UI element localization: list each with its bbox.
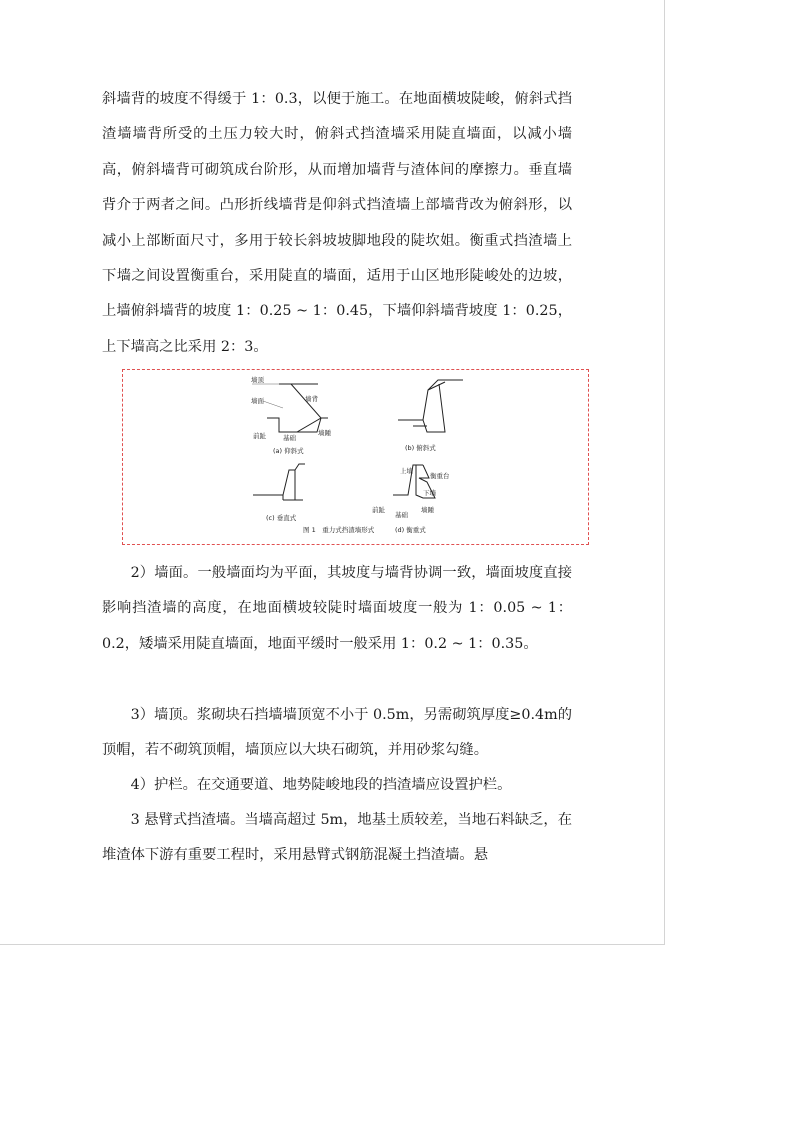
label-foundation: 基础 bbox=[283, 434, 296, 442]
paragraph-cantilever-wall: 3 悬臂式挡渣墙。当墙高超过 5m，地基土质较差，当地石料缺乏，在堆渣体下游有重要工程时，采用悬臂式钢筋混凝土挡渣墙。悬 bbox=[102, 812, 572, 864]
paragraph-guardrail: 4）护栏。在交通要道、地势陡峻地段的挡渣墙应设置护栏。 bbox=[130, 777, 512, 793]
label-counterweight-platform: 衡重台 bbox=[430, 472, 450, 480]
label-wall-top: 墙顶 bbox=[251, 376, 264, 384]
label-wall-heel-d: 墙踵 bbox=[421, 506, 434, 514]
label-wall-face: 墙面 bbox=[251, 397, 264, 405]
paragraph-wall-back-slope: 斜墙背的坡度不得缓于 1：0.3，以便于施工。在地面横坡陡峻，俯斜式挡渣墙墙背所受的土压力较大时，俯斜式挡渣墙采用陡直墙面，以减小墙高，俯斜墙背可砌筑成台阶形，从而增加墙背与渣体间的摩擦力。垂直墙背介于两者之间。凸形折线墙背是仰斜式挡渣墙上部墙背改为俯斜形，以减小上部断面尺寸，多用于较长斜坡坡脚地段的陡坎姐。衡重式挡渣墙上下墙之间设置衡重台，采用陡直的墙面，适用于山区地形陡峻处的边坡，上墙俯斜墙背的坡度 1：0.25 ~ 1：0.45，下墙仰斜墙背坡度 1：0.25，上下墙高之比采用 2：3。 bbox=[102, 91, 572, 355]
paragraph-wall-face: 2）墙面。一般墙面均为平面，其坡度与墙背协调一致，墙面坡度直接影响挡渣墙的高度，在地面横坡较陡时墙面坡度一般为 1：0.05 ~ 1：0.2，矮墙采用陡直墙面，地面平缓时一般采用 1：0.2 ~ 1：0.35。 bbox=[102, 565, 572, 652]
panel-b-diagram bbox=[398, 380, 463, 432]
panel-c-label: (c) 垂直式 bbox=[266, 514, 297, 522]
figure-drawing bbox=[123, 370, 590, 546]
paragraph-wall-top: 3）墙顶。浆砌块石挡墙墙顶宽不小于 0.5m，另需砌筑厚度≥0.4m的顶帽，若不砌筑顶帽，墙顶应以大块石砌筑，并用砂浆勾缝。 bbox=[102, 707, 572, 759]
panel-b-label: (b) 俯斜式 bbox=[405, 444, 436, 452]
figure-caption: 图 1 重力式挡渣墙形式 bbox=[303, 526, 375, 534]
label-upper-wall: 上墙 bbox=[400, 467, 413, 475]
label-foundation-d: 基础 bbox=[395, 511, 408, 519]
label-front-toe-d: 前趾 bbox=[372, 506, 385, 514]
panel-a-diagram bbox=[267, 384, 328, 432]
panel-a-label: (a) 仰斜式 bbox=[273, 447, 304, 455]
panel-c-diagram bbox=[253, 464, 305, 500]
label-wall-back: 墙背 bbox=[305, 395, 318, 403]
label-wall-heel: 墙踵 bbox=[318, 429, 331, 437]
label-front-toe: 前趾 bbox=[253, 432, 266, 440]
panel-d-label: (d) 衡重式 bbox=[395, 526, 426, 534]
figure-retaining-wall-types bbox=[122, 369, 589, 545]
label-lower-wall: 下墙 bbox=[423, 489, 436, 497]
